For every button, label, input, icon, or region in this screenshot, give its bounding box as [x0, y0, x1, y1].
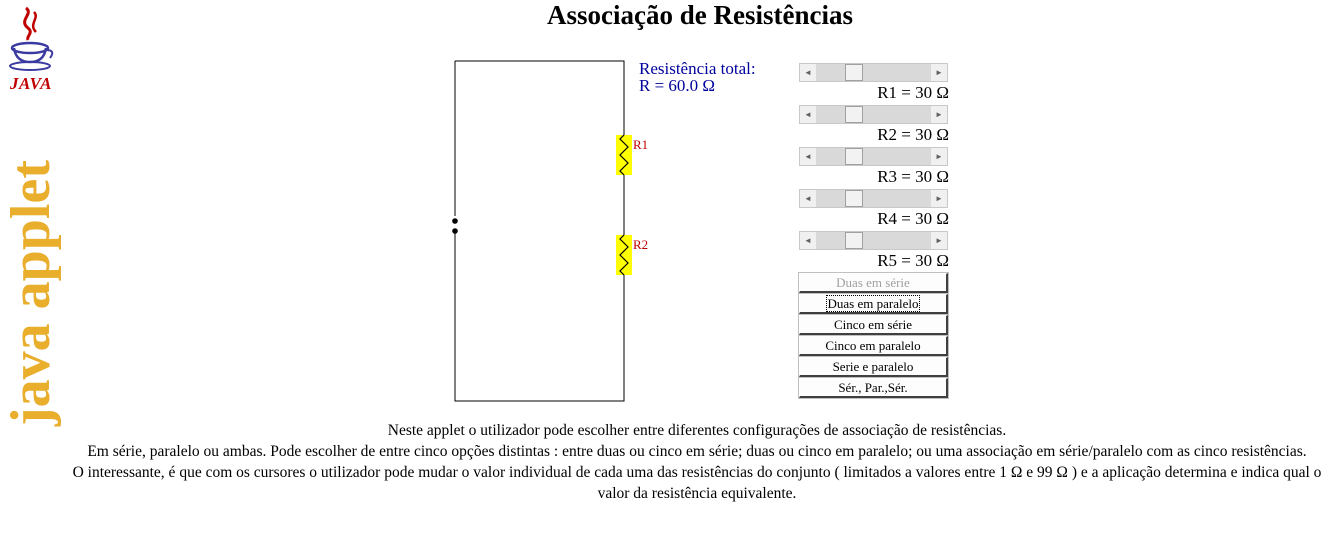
slider-r3 [799, 147, 949, 189]
terminal-top [452, 218, 458, 224]
slider-r1 [799, 63, 949, 105]
scroll-right-arrow-icon[interactable]: ► [931, 106, 947, 123]
scroll-right-arrow-icon[interactable]: ► [931, 232, 947, 249]
scroll-right-arrow-icon[interactable]: ► [931, 64, 947, 81]
two-in-series-button[interactable] [799, 273, 948, 293]
scroll-left-arrow-icon[interactable]: ◄ [800, 190, 816, 207]
button-label: Cinco em série [834, 317, 912, 332]
r3-value-label: R3 = 30 Ω [877, 167, 949, 186]
circuit-diagram [440, 55, 650, 410]
resistor-label-r2: R2 [633, 237, 649, 252]
r1-value-label: R1 = 30 Ω [877, 83, 949, 102]
button-label: Duas em paralelo [827, 296, 919, 311]
two-in-parallel-button[interactable] [799, 294, 948, 314]
description [62, 420, 1332, 504]
scrollbar-thumb[interactable] [845, 232, 863, 249]
slider-r2 [799, 105, 949, 147]
button-label: Serie e paralelo [832, 359, 914, 374]
resistor-r1 [616, 135, 648, 175]
scrollbar-r5[interactable] [799, 231, 948, 250]
description-line-3: O interessante, é que com os cursores o utilizador pode mudar o valor individual de cada uma das resistências do conjunto ( limitados a valores entre 1 Ω e 99 Ω ) e a aplicação determina e indica qual o valor da resistência equivalente. [72, 464, 1322, 502]
r2-value-label: R2 = 30 Ω [877, 125, 949, 144]
java-applet-vertical-text: java applet [0, 160, 62, 426]
total-resistance-label: Resistência total: [639, 59, 756, 78]
scrollbar-thumb[interactable] [845, 64, 863, 81]
slider-r4 [799, 189, 949, 231]
description-line-1: Neste applet o utilizador pode escolher entre diferentes configurações de associação de resistências. [387, 422, 1007, 439]
scroll-right-arrow-icon[interactable]: ► [931, 190, 947, 207]
resistor-label-r1: R1 [633, 137, 649, 152]
java-logo-text: JAVA [10, 74, 52, 93]
r5-value-label: R5 = 30 Ω [877, 251, 949, 270]
scrollbar-thumb[interactable] [845, 106, 863, 123]
r4-value-label: R4 = 30 Ω [877, 209, 949, 228]
scrollbar-r1[interactable] [799, 63, 948, 82]
scroll-left-arrow-icon[interactable]: ◄ [800, 232, 816, 249]
scrollbar-thumb[interactable] [845, 190, 863, 207]
five-in-parallel-button[interactable] [799, 336, 948, 356]
circuit-wire [455, 61, 624, 401]
scrollbar-r3[interactable] [799, 147, 948, 166]
series-and-parallel-button[interactable] [799, 357, 948, 377]
series-parallel-series-button[interactable] [799, 378, 948, 398]
scroll-left-arrow-icon[interactable]: ◄ [800, 106, 816, 123]
resistor-r2 [616, 235, 648, 275]
scrollbar-thumb[interactable] [845, 148, 863, 165]
five-in-series-button[interactable] [799, 315, 948, 335]
scrollbar-r4[interactable] [799, 189, 948, 208]
scroll-right-arrow-icon[interactable]: ► [931, 148, 947, 165]
total-resistance-value: R = 60.0 Ω [639, 76, 716, 95]
scroll-left-arrow-icon[interactable]: ◄ [800, 64, 816, 81]
total-resistance [639, 60, 756, 94]
scrollbar-r2[interactable] [799, 105, 948, 124]
scroll-left-arrow-icon[interactable]: ◄ [800, 148, 816, 165]
description-line-2: Em série, paralelo ou ambas. Pode escolher de entre cinco opções distintas : entre duas ou cinco em série; duas ou cinco em paralelo; ou uma associação em série/paralelo com as cinco resistências. [87, 443, 1307, 460]
slider-r5 [799, 231, 949, 273]
button-label: Duas em série [836, 275, 910, 290]
button-label: Sér., Par.,Sér. [838, 380, 908, 395]
button-label: Cinco em paralelo [825, 338, 921, 353]
page-title: Associação de Resistências [547, 0, 853, 30]
terminal-bottom [452, 228, 458, 234]
